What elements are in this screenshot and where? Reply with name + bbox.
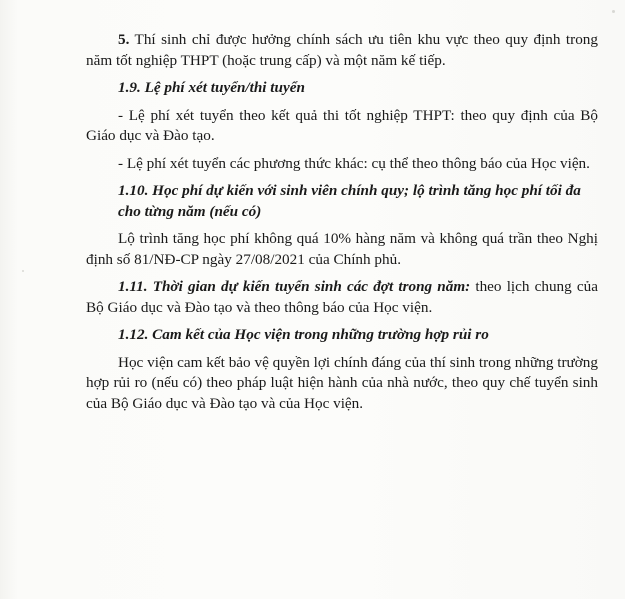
- paragraph-schedule: [86, 277, 598, 318]
- paragraph-priority-policy: [86, 30, 598, 71]
- scan-speck: [22, 270, 24, 272]
- paragraph-fee-exam: - Lệ phí xét tuyển theo kết quả thi tốt nghiệp THPT: theo quy định của Bộ Giáo dục và Đào tạo.: [86, 106, 598, 144]
- heading-1-11: 1.11. Thời gian dự kiến tuyển sinh các đợt trong năm:: [118, 278, 471, 295]
- document-body: [86, 30, 598, 421]
- heading-1-12: 1.12. Cam kết của Học viện trong những trường hợp rủi ro: [118, 326, 489, 343]
- paragraph-fee-other: - Lệ phí xét tuyển các phương thức khác: cụ thể theo thông báo của Học viện.: [118, 154, 590, 172]
- paragraph-text: Thí sinh chỉ được hưởng chính sách ưu tiên khu vực theo quy định trong năm tốt nghiệp THPT (hoặc trung cấp) và một năm kế tiếp.: [86, 31, 598, 69]
- paragraph-text: theo lịch chung của Bộ Giáo dục và Đào tạo và theo thông báo của Học viện.: [86, 278, 598, 316]
- scan-speck: [612, 10, 615, 13]
- paragraph-commitment: Học viện cam kết bảo vệ quyền lợi chính đáng của thí sinh trong những trường hợp rủi ro (nếu có) theo pháp luật hiện hành của nhà nước, theo quy chế tuyển sinh của Bộ Giáo dục và Đào tạo và của Học viện.: [86, 353, 598, 412]
- paragraph-tuition: Lộ trình tăng học phí không quá 10% hàng năm và không quá trần theo Nghị định số 81/NĐ-CP ngày 27/08/2021 của Chính phủ.: [86, 230, 598, 268]
- heading-1-10: 1.10. Học phí dự kiến với sinh viên chính quy; lộ trình tăng học phí tối đa cho từng năm (nếu có): [118, 182, 581, 220]
- item-number: 5.: [118, 31, 130, 48]
- heading-1-9: 1.9. Lệ phí xét tuyển/thi tuyển: [118, 79, 305, 96]
